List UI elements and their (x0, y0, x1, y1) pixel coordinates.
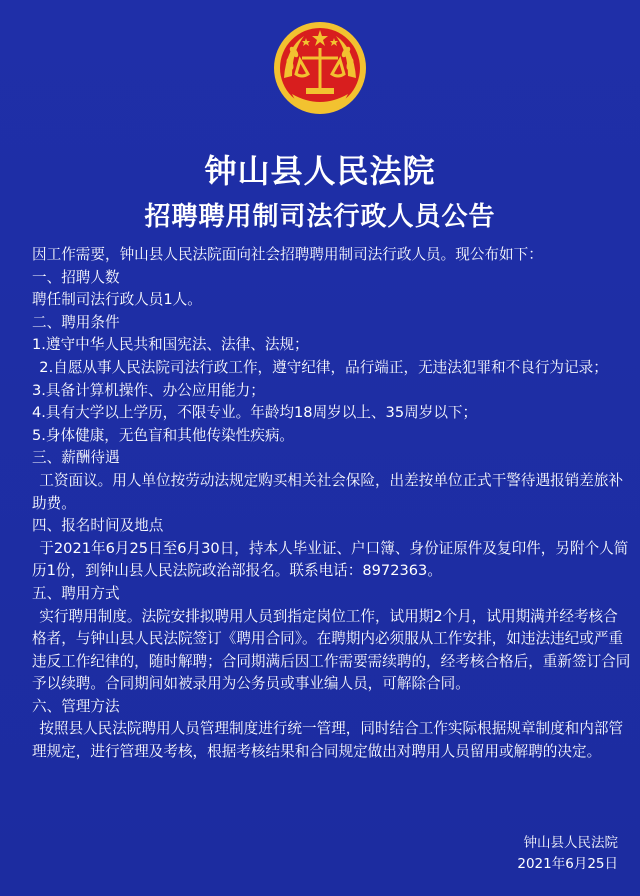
court-emblem-icon (270, 18, 370, 118)
announcement-subtitle: 招聘聘用制司法行政人员公告 (144, 202, 496, 232)
court-name-title: 钟山县人民法院 (204, 152, 436, 190)
footer-org: 钟山县人民法院 (523, 835, 618, 851)
section-text: 按照县人民法院聘用人员管理制度进行统一管理，同时结合工作实际根据规章制度和内部管理规定，进行管理及考核，根据考核结果和合同规定做出对聘用人员留用或解聘的决定。 (32, 720, 624, 761)
section-heading: 五、聘用方式 (32, 584, 120, 602)
court-emblem (270, 18, 370, 118)
section-text: 聘任制司法行政人员1人。 (32, 291, 202, 309)
section-text: 实行聘用制度。法院安排拟聘用人员到指定岗位工作，试用期2个月，试用期满并经考核合格者，与钟山县人民法院签订《聘用合同》。在聘期内必须服从工作安排，如违法违纪或严重违反工作纪律的，随时解聘；合同期满后因工作需要需续聘的，经考核合格后，重新签订合同予以续聘。合同期间如被录用为公务员或事业编人员，可解除合同。 (32, 607, 631, 693)
section-heading: 二、聘用条件 (32, 313, 120, 331)
announcement-body (32, 244, 632, 764)
section-text: 工资面议。用人单位按劳动法规定购买相关社会保险，出差按单位正式干警待遇报销差旅补助费。 (32, 471, 624, 512)
section-heading: 一、招聘人数 (32, 268, 120, 286)
footer-date: 2021年6月25日 (517, 856, 618, 872)
section-heading: 四、报名时间及地点 (32, 517, 164, 535)
signature-block (517, 833, 618, 875)
section-text: 于2021年6月25日至6月30日，持本人毕业证、户口簿、身份证原件及复印件，另附个人简历1份，到钟山县人民法院政治部报名。联系电话：8972363。 (32, 539, 629, 580)
condition-item: 4.具有大学以上学历，不限专业。年龄均18周岁以上、35周岁以下； (32, 404, 478, 422)
section-heading: 三、薪酬待遇 (32, 449, 120, 467)
condition-item: 1.遵守中华人民共和国宪法、法律、法规； (32, 336, 309, 354)
intro-paragraph: 因工作需要，钟山县人民法院面向社会招聘聘用制司法行政人员。现公布如下： (32, 246, 543, 263)
condition-item: 2.自愿从事人民法院司法行政工作，遵守纪律，品行端正，无违法犯罪和不良行为记录； (39, 358, 608, 376)
condition-item: 5.身体健康，无色盲和其他传染性疾病。 (32, 426, 295, 444)
condition-item: 3.具备计算机操作、办公应用能力； (32, 381, 265, 399)
section-heading: 六、管理方法 (32, 697, 120, 715)
